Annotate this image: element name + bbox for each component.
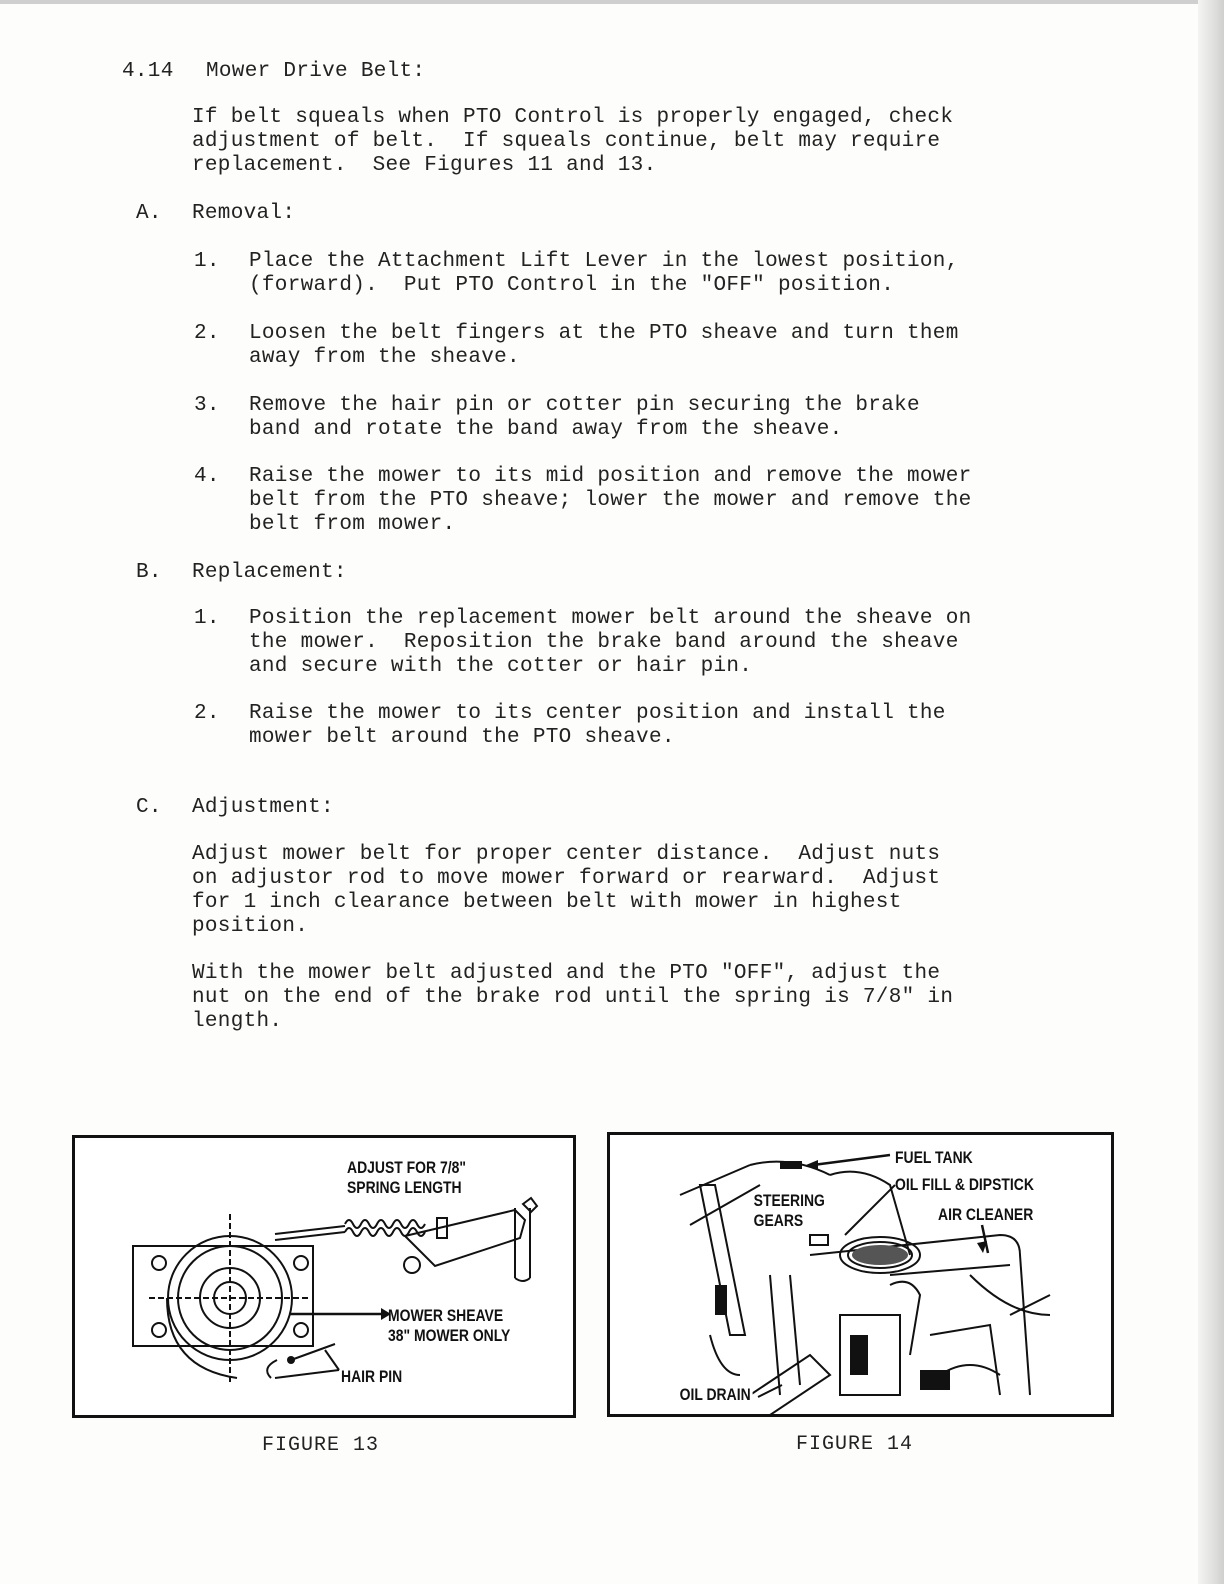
adjustment-p2-line-3: length. [192,1010,283,1033]
adjustment-p1-line-4: position. [192,915,309,938]
removal-step-2-line-2: away from the sheave. [249,346,520,369]
section-number: 4.14 [122,60,174,83]
replacement-step-1-line-3: and secure with the cotter or hair pin. [249,655,753,678]
replacement-letter: B. [136,561,162,584]
replacement-step-1-line-1: Position the replacement mower belt around the sheave on [249,607,972,630]
removal-step-2-num: 2. [194,322,220,345]
figure-14-label-air: AIR CLEANER [938,1205,1034,1224]
figure-14-label-oilfill: OIL FILL & DIPSTICK [895,1175,1034,1194]
figure-14-drawing [610,1135,1111,1414]
figure-14-label-steering: STEERING GEARS [753,1191,825,1230]
removal-step-3-line-2: band and rotate the band away from the sheave. [249,418,843,441]
adjustment-p1-line-1: Adjust mower belt for proper center distance. Adjust nuts [192,843,941,866]
adjustment-letter: C. [136,796,162,819]
removal-step-4-num: 4. [194,465,220,488]
page-top-edge [0,0,1224,4]
replacement-step-1-num: 1. [194,607,220,630]
removal-step-1-line-1: Place the Attachment Lift Lever in the lowest position, [249,250,959,273]
removal-step-4-line-2: belt from the PTO sheave; lower the mower and remove the [249,489,972,512]
removal-letter: A. [136,202,162,225]
figure-13-caption: FIGURE 13 [262,1434,380,1457]
figure-13-label-sheave: MOWER SHEAVE 38" MOWER ONLY [388,1306,511,1345]
removal-step-3-num: 3. [194,394,220,417]
removal-step-3-line-1: Remove the hair pin or cotter pin securing the brake [249,394,920,417]
replacement-step-1-line-2: the mower. Reposition the brake band around the sheave [249,631,959,654]
intro-line-3: replacement. See Figures 11 and 13. [192,154,657,177]
removal-step-4-line-3: belt from mower. [249,513,456,536]
figure-14 [607,1132,1114,1417]
figure-13-drawing [75,1138,573,1415]
adjustment-p1-line-3: for 1 inch clearance between belt with mower in highest [192,891,902,914]
adjustment-p2-line-1: With the mower belt adjusted and the PTO "OFF", adjust the [192,962,941,985]
removal-step-1-num: 1. [194,250,220,273]
figure-13 [72,1135,576,1418]
adjustment-p2-line-2: nut on the end of the brake rod until the spring is 7/8" in [192,986,954,1009]
replacement-step-2-line-1: Raise the mower to its center position and install the [249,702,946,725]
adjustment-heading: Adjustment: [192,796,334,819]
figure-13-label-adjust: ADJUST FOR 7/8" SPRING LENGTH [347,1158,466,1197]
replacement-heading: Replacement: [192,561,347,584]
removal-heading: Removal: [192,202,296,225]
figure-14-label-drain: OIL DRAIN [679,1385,751,1404]
removal-step-1-line-2: (forward). Put PTO Control in the "OFF" position. [249,274,895,297]
removal-step-2-line-1: Loosen the belt fingers at the PTO sheave and turn them [249,322,959,345]
intro-line-2: adjustment of belt. If squeals continue, belt may require [192,130,941,153]
figure-14-caption: FIGURE 14 [796,1433,914,1456]
figure-14-label-fuel: FUEL TANK [895,1148,973,1167]
replacement-step-2-num: 2. [194,702,220,725]
adjustment-p1-line-2: on adjustor rod to move mower forward or rearward. Adjust [192,867,941,890]
removal-step-4-line-1: Raise the mower to its mid position and remove the mower [249,465,972,488]
page-right-edge [1198,0,1224,1584]
intro-line-1: If belt squeals when PTO Control is properly engaged, check [192,106,954,129]
replacement-step-2-line-2: mower belt around the PTO sheave. [249,726,675,749]
figure-13-label-hairpin: HAIR PIN [341,1367,403,1386]
section-title: Mower Drive Belt: [206,60,426,83]
